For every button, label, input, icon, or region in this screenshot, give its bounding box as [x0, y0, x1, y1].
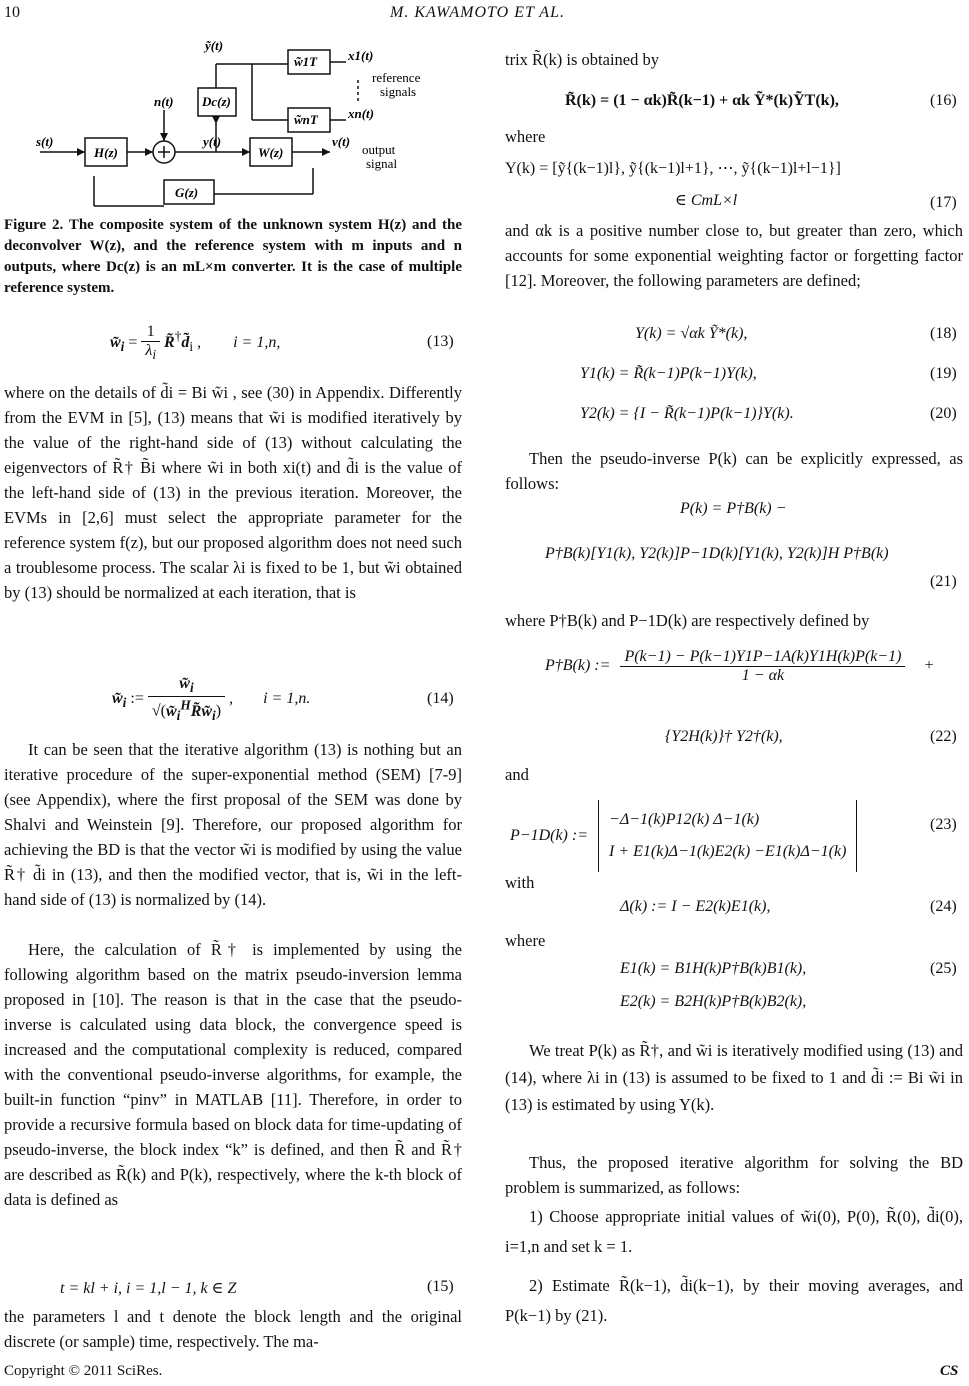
equation-17-line2: ∈ CmL×l [675, 192, 738, 209]
left-paragraph-3: Here, the calculation of R̃† is implemented by using the following algorithm based on the matrix pseudo-inversion lemma proposed in [10]. The reason is that in the case that the pseudo-inverse is calculated using data block, the convergence speed is increased and the computational complexity is reduced, compared with the conventional pseudo-inverse algorithms, for example, the built-in function “pinv” in MATLAB [11]. Therefore, in order to provide a recursive formula based on block data for time-updating of pseudo-inverse, the block index “k” is defined, and then R̃ and R̃† are described as R̃(k) and P(k), respectively, where the k-th block of data is defined as [4, 940, 462, 1209]
y-label: y(t) [203, 134, 222, 149]
w1-label: w̃1T [294, 54, 318, 69]
equation-22-line2: {Y2H(k)}† Y2†(k), [665, 728, 783, 745]
dc-label: Dc(z) [202, 94, 231, 109]
figure-caption: Figure 2. The composite system of the unknown system H(z) and the deconvolver W(z), and the reference system with m inputs and n outputs, where Dc(z) is an mL×m converter. It is the case of multiple reference system. [4, 217, 462, 296]
eq20-number: (20) [930, 405, 957, 422]
eq23-number: (23) [930, 816, 957, 833]
and-1: and [505, 765, 529, 784]
g-label: G(z) [175, 185, 199, 200]
out-label-2: signal [366, 156, 398, 171]
equation-24: Δ(k) := I − E2(k)E1(k), [620, 898, 771, 915]
xn-label: xn(t) [348, 106, 374, 121]
eq25-number: (25) [930, 960, 957, 977]
v-label: v(t) [332, 134, 351, 149]
wn-label: w̃nT [294, 112, 318, 127]
n-label: n(t) [154, 94, 174, 109]
running-head: M. KAWAMOTO ET AL. [390, 4, 565, 21]
with-1: with [505, 873, 535, 892]
equation-14: $w̃_i$ := $\frac{w̃_i}{√(w̃_i^HR̃w̃_i)}$ , i = 1,n. [112, 675, 311, 723]
equation-21-line2: P†B(k)[Y1(k), Y2(k)]P−1D(k)[Y1(k), Y2(k)]H P†B(k) [545, 545, 889, 562]
block-diagram [0, 30, 470, 235]
left-paragraph-1: where on the details of d̃i = Bi w̃i , see (30) in Appendix. Differently from the EVM in [5], (13) means that w̃i is modified iteratively by the value of the right-hand side of (13) without calculating the eigenvectors of R̃† B̃i where w̃i in both xi(t) and d̃i is the value of the left-hand side of (13) in the previous iteration. Moreover, the EVMs in [2,6] must select the appropriate parameter for the reference system f(z), but our proposed algorithm does not need such a troublesome process. The scalar λi is fixed to be 1, but w̃i obtained by (13) should be normalized at each iteration, that is [4, 383, 462, 602]
journal-abbrev: CS [940, 1363, 959, 1379]
w-label: W(z) [258, 145, 284, 160]
equation-22: P†B(k) := $\frac{P(k-1) - P(k-1)Y1P-1A(k)Y1H(k)P(k-1)}{1 - \alpha k}$ + [545, 648, 935, 684]
ref-label-2: signals [380, 84, 417, 99]
equation-17-line1: Y(k) = [ỹ{(k−1)l}, ỹ{(k−1)l+1}, ⋯, ỹ{(k−1)l+l−1}] [505, 160, 841, 177]
eq17-number: (17) [930, 194, 957, 211]
out-label: output [362, 142, 396, 157]
right-paragraph-5: Thus, the proposed iterative algorithm for solving the BD problem is summarized, as follows: [505, 1153, 963, 1197]
equation-16: R̃(k) = (1 − αk)R̃(k−1) + αk Ỹ*(k)ỸT(k), [565, 92, 839, 109]
eq13-number: (13) [427, 333, 454, 350]
copyright: Copyright © 2011 SciRes. [4, 1363, 163, 1379]
eq14-number: (14) [427, 690, 454, 707]
ref-label: reference [372, 70, 421, 85]
right-paragraph-2: Then the pseudo-inverse P(k) can be explicitly expressed, as follows: [505, 449, 963, 493]
eq16-number: (16) [930, 92, 957, 109]
h-label: H(z) [94, 145, 118, 160]
equation-13: $w̃_i$ = $\frac{1}{\lambda_i}$ $R̃^\dagger d̃_i$ , i = 1,n, [110, 323, 281, 363]
eq15-number: (15) [427, 1278, 454, 1295]
equation-21-line1: P(k) = P†B(k) − [680, 500, 787, 517]
step-2: 2) Estimate R̃(k−1), d̃i(k−1), by their moving averages, and P(k−1) by (21). [505, 1276, 963, 1325]
equation-25-line2: E2(k) = B2H(k)P†B(k)B2(k), [620, 993, 807, 1010]
step-1: 1) Choose appropriate initial values of w̃i(0), P(0), R̃(0), d̃i(0), i=1,n and set k = 1. [505, 1207, 963, 1256]
equation-18: Y(k) = √αk Ỹ*(k), [635, 325, 748, 342]
equation-23: P−1D(k) := −Δ−1(k)P12(k) Δ−1(k) I + E1(k)Δ−1(k)E2(k) −E1(k)Δ−1(k) [510, 800, 857, 872]
eq21-number: (21) [930, 573, 957, 590]
s-label: s(t) [36, 134, 54, 149]
right-paragraph-1: and αk is a positive number close to, but greater than zero, which accounts for some exponential weighting factor or forgetting factor [12]. Moreover, the following parameters are defined; [505, 221, 963, 290]
page-number: 10 [4, 4, 20, 21]
equation-20: Y2(k) = {I − R̃(k−1)P(k−1)}Y(k). [580, 405, 794, 422]
right-paragraph-3: where P†B(k) and P−1D(k) are respectively defined by [505, 611, 870, 630]
eq22-number: (22) [930, 728, 957, 745]
right-paragraph-0: trix R̃(k) is obtained by [505, 50, 659, 69]
x1-label: x1(t) [348, 48, 374, 63]
eq24-number: (24) [930, 898, 957, 915]
equation-19: Y1(k) = R̃(k−1)P(k−1)Y(k), [580, 365, 757, 382]
where-2: where [505, 931, 546, 950]
eq18-number: (18) [930, 325, 957, 342]
ytilde-label: ỹ(t) [205, 38, 224, 53]
eq19-number: (19) [930, 365, 957, 382]
left-paragraph-4: the parameters l and t denote the block length and the original discrete (or sample) time, respectively. The ma- [4, 1307, 462, 1351]
right-paragraph-4: We treat P(k) as R̃†, and w̃i is iteratively modified using (13) and (14), where λi in (13) is assumed to be fixed to 1 and d̃i := Bi w̃i in (13) is estimated by using Y(k). [505, 1041, 963, 1114]
equation-25-line1: E1(k) = B1H(k)P†B(k)B1(k), [620, 960, 807, 977]
where-1: where [505, 127, 546, 146]
left-paragraph-2: It can be seen that the iterative algorithm (13) is nothing but an iterative procedure of the super-exponential method (SEM) [7-9] (see Appendix), where the first proposal of the SEM was done by Shalvi and Weinstein [9]. Therefore, our proposed algorithm for achieving the BD is that the vector w̃i is modified by using the value R̃† d̃i in (13), and then the modified vector, that is, w̃i in the left-hand side of (13) is normalized by (14). [4, 740, 462, 909]
equation-15: t = kl + i, i = 1,l − 1, k ∈ Z [60, 1280, 237, 1297]
